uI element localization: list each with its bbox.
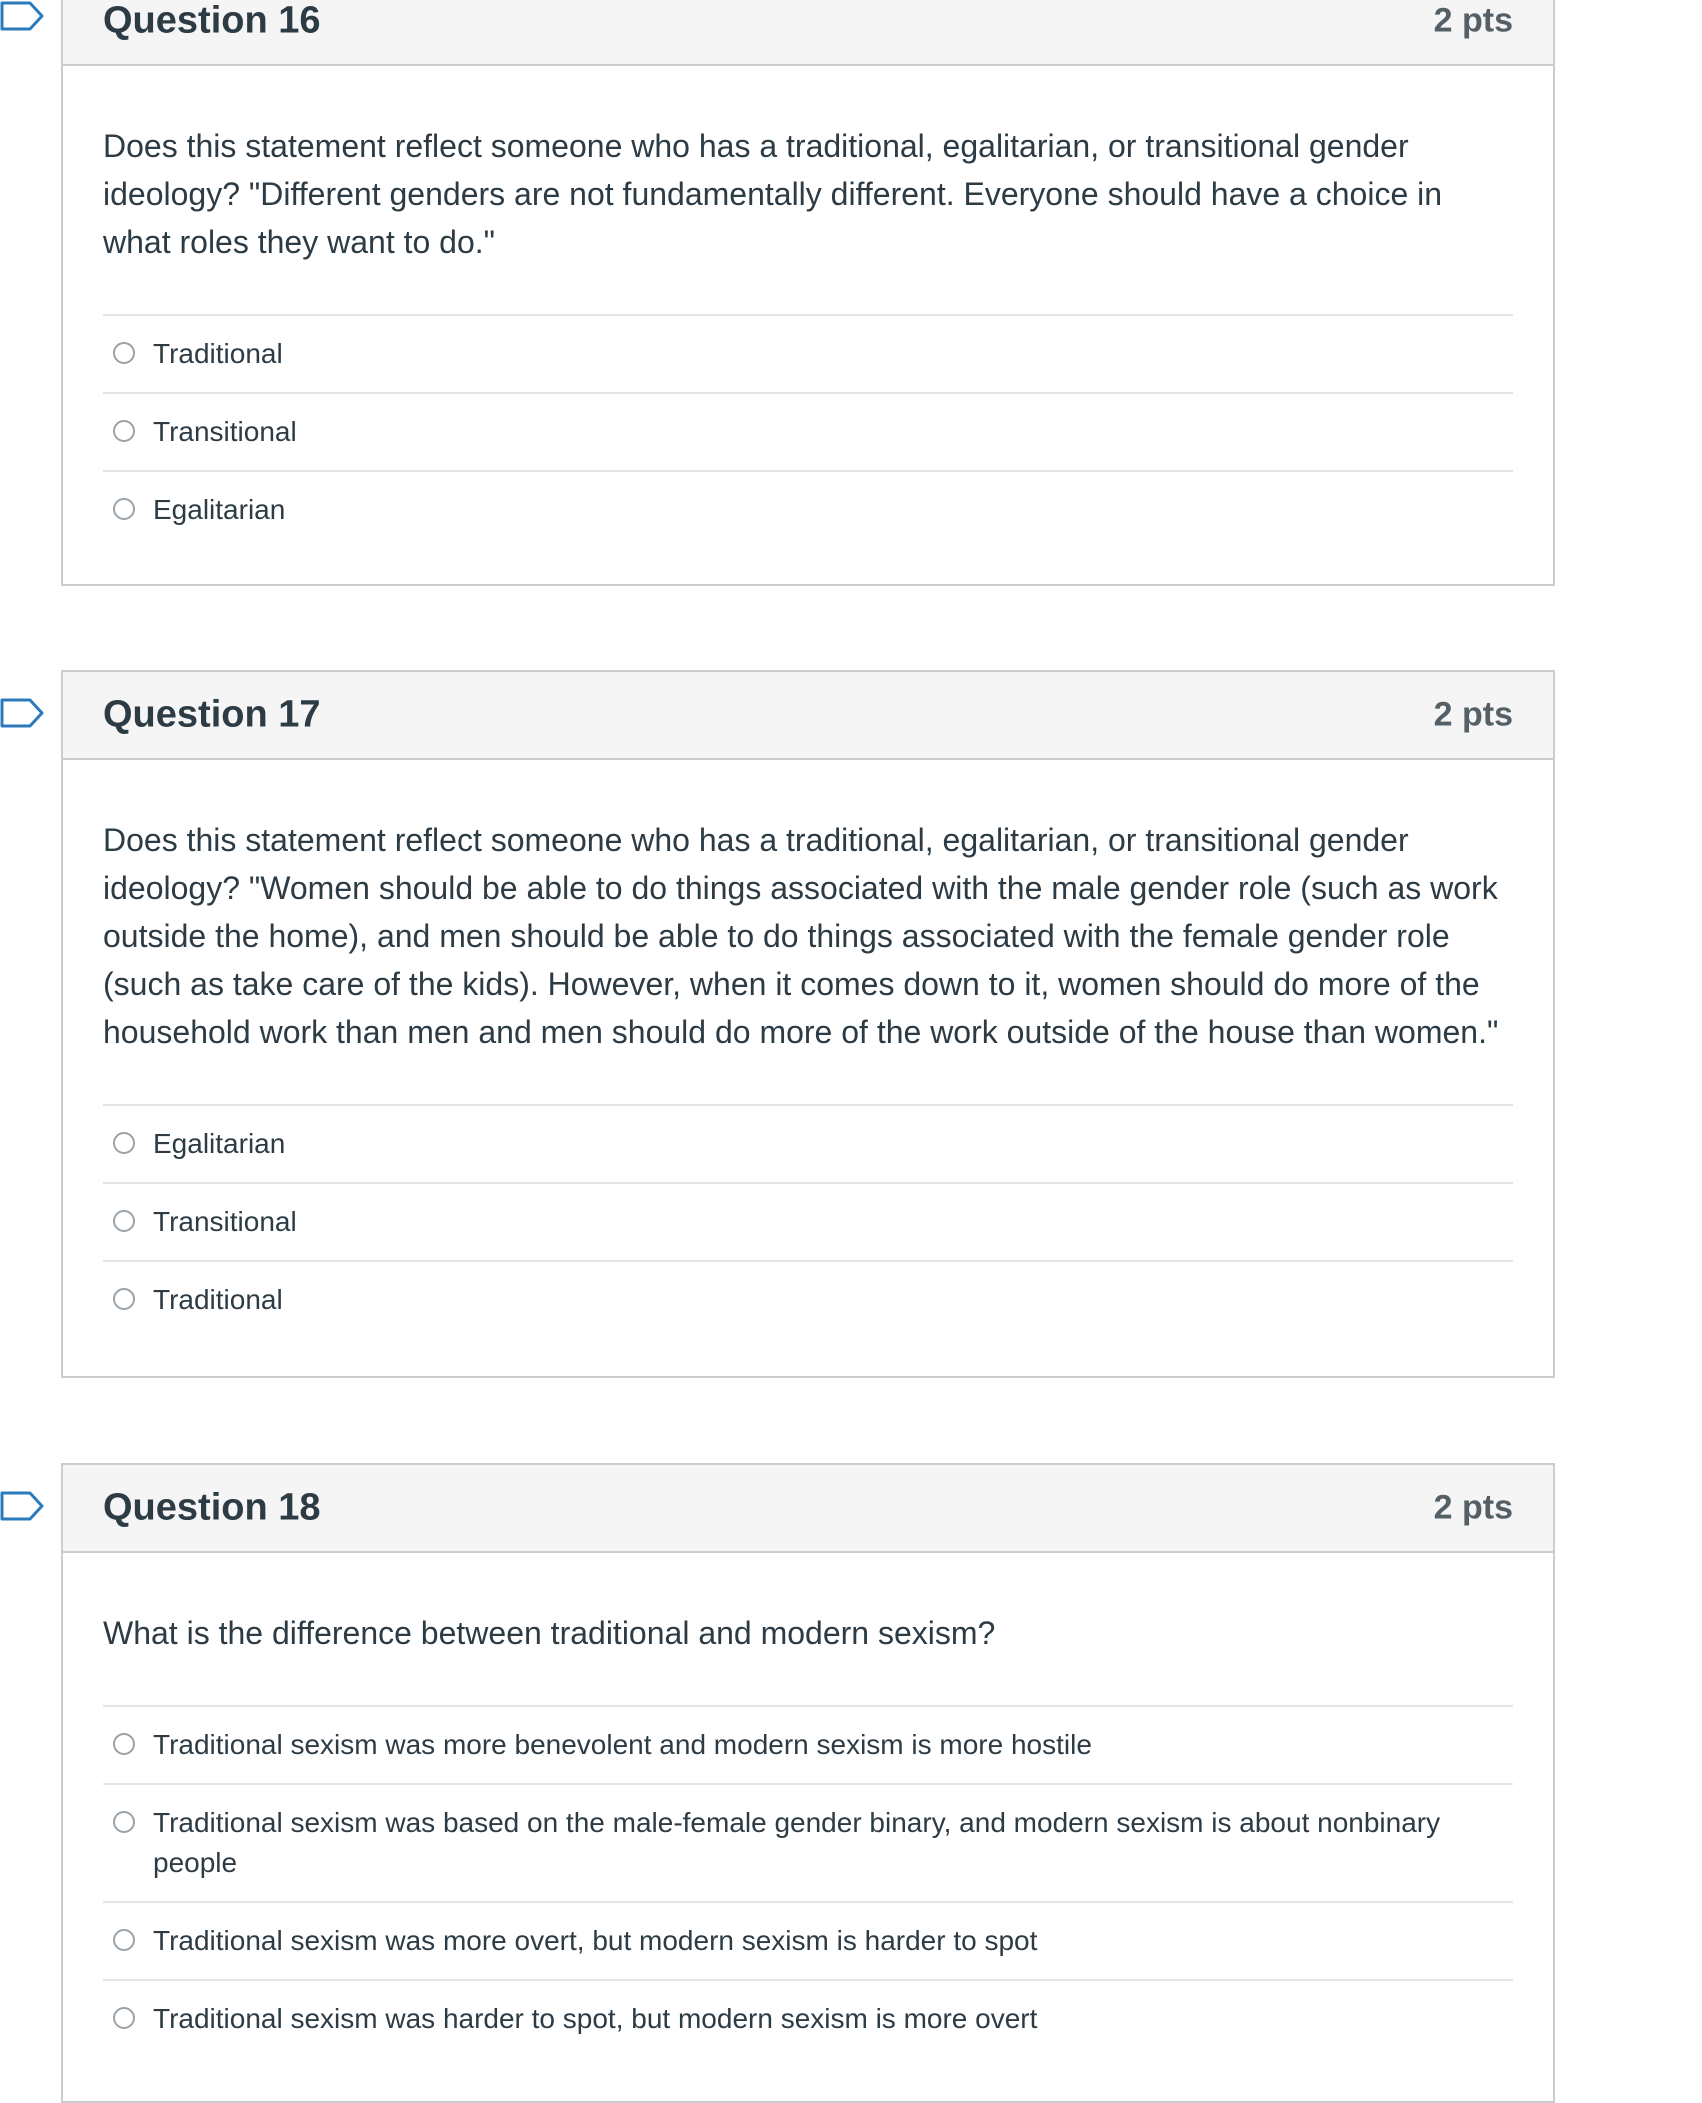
- question-18: [61, 1463, 1555, 2103]
- answer-list: [103, 1104, 1513, 1338]
- answer-option[interactable]: [103, 470, 1513, 548]
- question-title: Question 16: [103, 0, 321, 42]
- answer-list: [103, 314, 1513, 548]
- radio-button-icon[interactable]: [113, 342, 135, 364]
- question-points: 2 pts: [1433, 695, 1513, 734]
- answer-option[interactable]: [103, 1783, 1513, 1901]
- question-points: 2 pts: [1433, 1, 1513, 40]
- question-16: [61, 0, 1555, 586]
- question-header: [63, 1465, 1553, 1553]
- radio-button-icon[interactable]: [113, 2007, 135, 2029]
- question-title: Question 17: [103, 693, 321, 736]
- answer-option[interactable]: [103, 1182, 1513, 1260]
- flag-question-16-icon[interactable]: [0, 1, 44, 31]
- answer-label: Traditional sexism was harder to spot, but modern sexism is more overt: [153, 2003, 1038, 2034]
- radio-button-icon[interactable]: [113, 1288, 135, 1310]
- radio-button-icon[interactable]: [113, 498, 135, 520]
- question-body: [63, 1553, 1553, 2097]
- answer-option[interactable]: [103, 1979, 1513, 2057]
- answer-list: [103, 1705, 1513, 2057]
- answer-label: Traditional: [153, 1284, 283, 1315]
- answer-option[interactable]: [103, 1260, 1513, 1338]
- radio-button-icon[interactable]: [113, 1733, 135, 1755]
- answer-label: Traditional sexism was more benevolent and modern sexism is more hostile: [153, 1729, 1092, 1760]
- question-header: [63, 672, 1553, 760]
- answer-label: Transitional: [153, 1206, 297, 1237]
- answer-option[interactable]: [103, 1901, 1513, 1979]
- radio-button-icon[interactable]: [113, 1929, 135, 1951]
- answer-label: Egalitarian: [153, 494, 286, 525]
- answer-option[interactable]: [103, 392, 1513, 470]
- answer-label: Traditional: [153, 338, 283, 369]
- answer-option[interactable]: [103, 1705, 1513, 1783]
- answer-option[interactable]: [103, 1104, 1513, 1182]
- question-body: [63, 760, 1553, 1378]
- question-text: Does this statement reflect someone who has a traditional, egalitarian, or transitional gender ideology? "Women should be able to do things associated with the male gender role (such as work outside the home), and men should be able to do things associated with the female gender role (such as take care of the kids). However, when it comes down to it, women should do more of the household work than men and men should do more of the work outside of the house than women.": [103, 822, 1499, 1050]
- answer-label: Egalitarian: [153, 1128, 286, 1159]
- question-text: Does this statement reflect someone who has a traditional, egalitarian, or transitional gender ideology? "Different genders are not fundamentally different. Everyone should have a choice in what roles they want to do.": [103, 128, 1443, 260]
- radio-button-icon[interactable]: [113, 1210, 135, 1232]
- flag-question-18-icon[interactable]: [0, 1491, 44, 1521]
- question-body: [63, 66, 1553, 588]
- radio-button-icon[interactable]: [113, 1811, 135, 1833]
- answer-option[interactable]: [103, 314, 1513, 392]
- question-text: What is the difference between traditional and modern sexism?: [103, 1615, 996, 1651]
- question-header: [63, 0, 1553, 66]
- radio-button-icon[interactable]: [113, 1132, 135, 1154]
- question-title: Question 18: [103, 1486, 321, 1529]
- answer-label: Traditional sexism was more overt, but modern sexism is harder to spot: [153, 1925, 1038, 1956]
- question-17: [61, 670, 1555, 1378]
- radio-button-icon[interactable]: [113, 420, 135, 442]
- question-points: 2 pts: [1433, 1488, 1513, 1527]
- answer-label: Traditional sexism was based on the male-female gender binary, and modern sexism is about nonbinary people: [153, 1807, 1441, 1878]
- flag-question-17-icon[interactable]: [0, 698, 44, 728]
- answer-label: Transitional: [153, 416, 297, 447]
